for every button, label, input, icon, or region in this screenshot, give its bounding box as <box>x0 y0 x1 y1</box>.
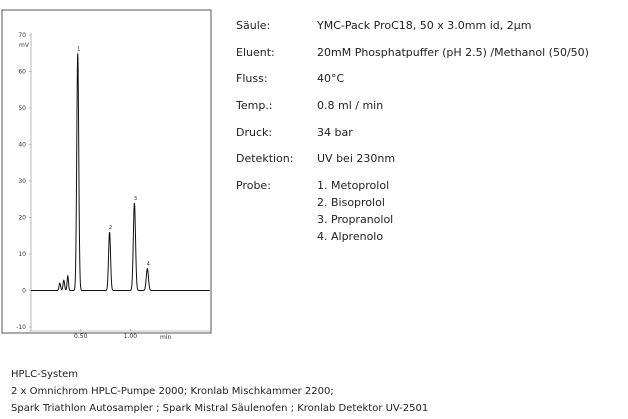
param-label: Säule: <box>236 19 271 32</box>
peak-label: 1 <box>77 46 81 53</box>
x-unit-label: min <box>160 334 172 341</box>
x-tick-label: 1.00 <box>123 333 138 340</box>
param-value: 20mM Phosphatpuffer (pH 2.5) /Methanol (50/50) <box>317 46 589 59</box>
y-tick-label: 10 <box>18 251 26 258</box>
y-tick-label: 50 <box>18 105 26 112</box>
param-label: Fluss: <box>236 72 268 85</box>
system-line: 2 x Omnichrom HPLC-Pumpe 2000; Kronlab Mischkammer 2200; <box>11 386 334 397</box>
param-value: 34 bar <box>317 126 353 139</box>
y-tick-label: 30 <box>18 178 26 185</box>
system-line: Spark Triathlon Autosampler ; Spark Mistral Säulenofen ; Kronlab Detektor UV-2501 <box>11 403 429 414</box>
y-unit-label: mV <box>19 42 29 49</box>
probe-item: 4. Alprenolo <box>317 230 384 243</box>
chart-frame <box>2 10 211 333</box>
chromatogram-chart <box>0 0 230 345</box>
peak-label: 3 <box>133 195 138 202</box>
param-value: 0.8 ml / min <box>317 99 384 112</box>
param-value: UV bei 230nm <box>317 152 396 165</box>
param-label: Temp.: <box>236 99 273 112</box>
y-tick-label: -10 <box>16 324 26 331</box>
y-tick-label: 70 <box>18 32 26 39</box>
param-label: Detektion: <box>236 152 294 165</box>
y-tick-label: 60 <box>18 68 26 76</box>
param-value: YMC-Pack ProC18, 50 x 3.0mm id, 2μm <box>317 19 532 32</box>
param-value: 40°C <box>317 72 345 85</box>
y-tick-label: 40 <box>18 141 26 149</box>
probe-list <box>317 179 393 247</box>
y-tick-label: 20 <box>18 214 26 222</box>
probe-label: Probe: <box>236 179 271 192</box>
hplc-system-info <box>11 366 428 417</box>
peak-label: 2 <box>108 225 113 232</box>
probe-item: 2. Bisoprolol <box>317 196 385 209</box>
y-tick-label: 0 <box>22 287 26 295</box>
peak-label: 4 <box>146 261 150 268</box>
system-title: HPLC-System <box>11 369 79 380</box>
x-tick-label: 0.50 <box>74 333 88 340</box>
param-label: Druck: <box>236 126 273 139</box>
param-label: Eluent: <box>236 46 275 59</box>
probe-item: 3. Propranolol <box>317 213 394 226</box>
probe-item: 1. Metoprolol <box>317 179 390 192</box>
